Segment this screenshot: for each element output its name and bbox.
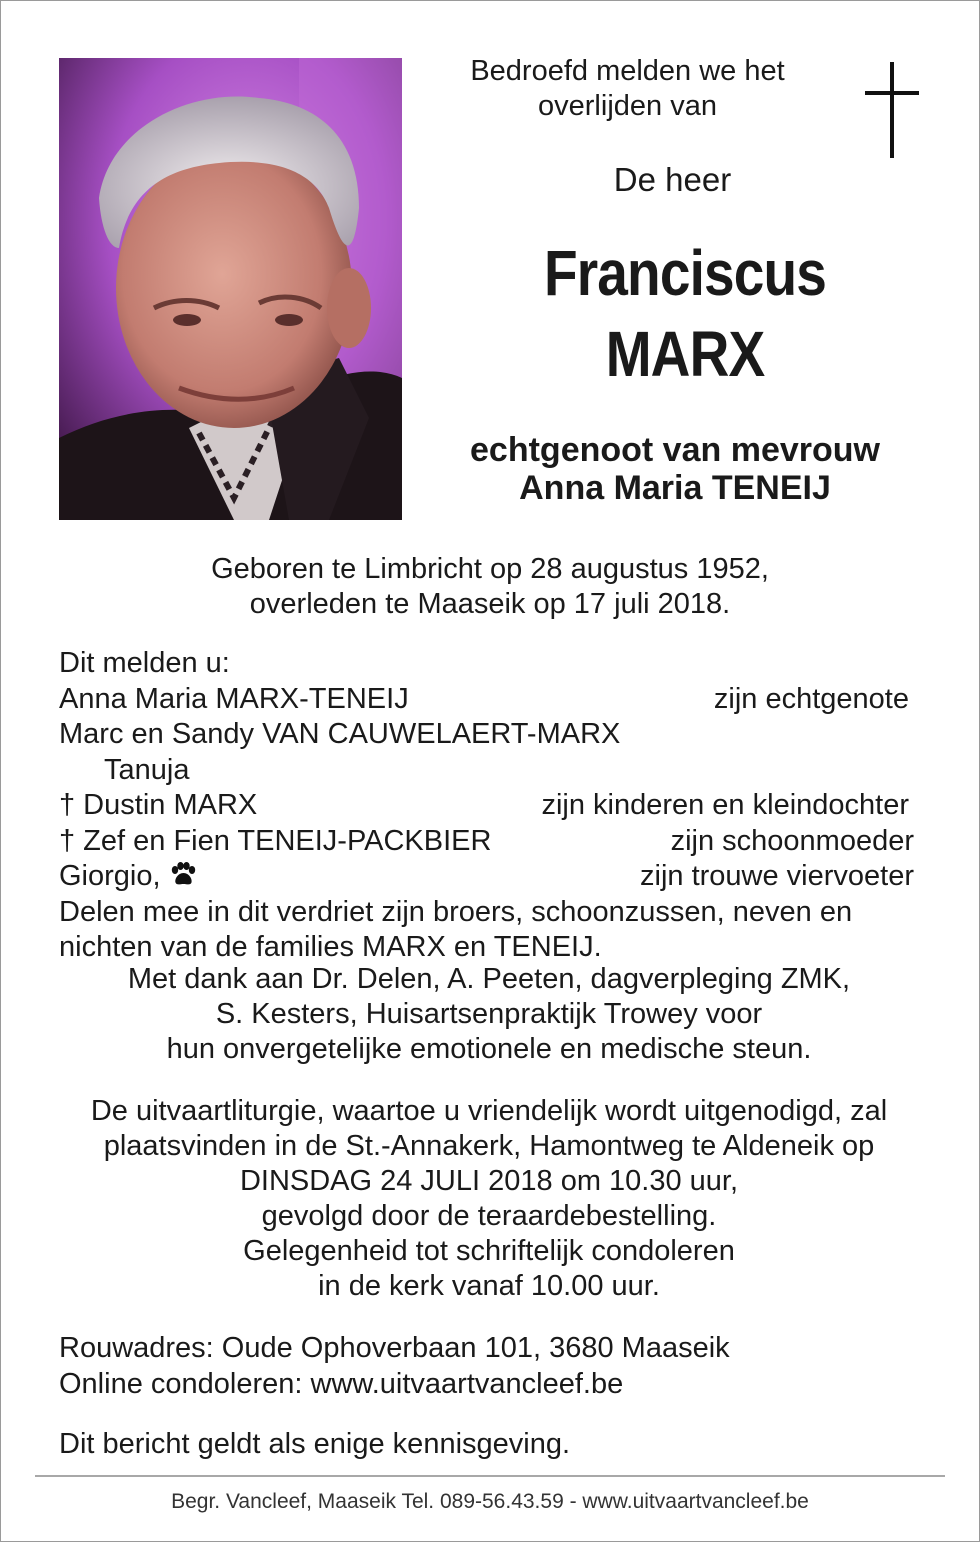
announcer-relation: zijn trouwe viervoeter xyxy=(640,860,914,892)
liturgy-line: gevolgd door de teraardebestelling. xyxy=(261,1200,717,1232)
announcer-name: Giorgio, xyxy=(59,860,161,892)
notice-text: Dit bericht geldt als enige kennisgeving. xyxy=(59,1428,571,1460)
spouse-info xyxy=(430,431,920,507)
list-item xyxy=(59,717,917,753)
last-name: MARX xyxy=(605,318,765,390)
announcers-heading: Dit melden u: xyxy=(59,647,230,679)
thanks-line: hun onvergetelijke emotionele en medische steun. xyxy=(166,1033,812,1065)
announcer-relation: zijn kinderen en kleindochter xyxy=(541,789,909,821)
thanks-paragraph xyxy=(59,962,919,1067)
spouse-name: Anna Maria TENEIJ xyxy=(519,469,831,507)
list-item xyxy=(59,682,917,718)
mourning-address: Rouwadres: Oude Ophoverbaan 101, 3680 Maaseik xyxy=(59,1332,730,1364)
liturgy-line: DINSDAG 24 JULI 2018 om 10.30 uur, xyxy=(239,1165,739,1197)
announcer-name: † Dustin MARX xyxy=(59,789,258,821)
contact-info xyxy=(59,1330,730,1402)
first-name: Franciscus xyxy=(543,237,827,309)
intro-line: Bedroefd melden we het xyxy=(470,55,785,87)
latin-cross-icon xyxy=(862,62,922,158)
divider xyxy=(35,1475,945,1477)
liturgy-line: plaatsvinden in de St.-Annakerk, Hamontweg te Aldeneik op xyxy=(103,1130,875,1162)
online-condolence: Online condoleren: www.uitvaartvancleef.be xyxy=(59,1368,624,1400)
list-item xyxy=(59,753,917,789)
announcer-name: Marc en Sandy VAN CAUWELAERT-MARX xyxy=(59,718,621,750)
announcer-name: † Zef en Fien TENEIJ-PACKBIER xyxy=(59,824,492,857)
announcer-name: Tanuja xyxy=(104,753,190,786)
family-line: Delen mee in dit verdriet zijn broers, schoonzussen, neven en xyxy=(59,895,853,928)
intro-line: overlijden van xyxy=(538,90,717,122)
list-item xyxy=(59,788,917,824)
list-item xyxy=(59,859,917,895)
liturgy-line: De uitvaartliturgie, waartoe u vriendelijk wordt uitgenodigd, zal xyxy=(90,1095,888,1127)
family-line: nichten van de families MARX en TENEIJ. xyxy=(59,931,602,963)
announcer-relation: zijn schoonmoeder xyxy=(670,824,914,857)
thanks-line: S. Kesters, Huisartsenpraktijk Trowey voor xyxy=(215,998,763,1030)
birth-death-info xyxy=(60,552,920,622)
liturgy-paragraph xyxy=(59,1094,919,1304)
announcer-name: Anna Maria MARX-TENEIJ xyxy=(59,682,409,715)
paw-print-icon xyxy=(169,862,197,898)
portrait-photo xyxy=(59,58,402,520)
thanks-line: Met dank aan Dr. Delen, A. Peeten, dagverpleging ZMK, xyxy=(127,963,851,995)
died-line: overleden te Maaseik op 17 juli 2018. xyxy=(249,588,731,620)
intro-text xyxy=(420,54,835,124)
announcer-relation: zijn echtgenote xyxy=(713,682,909,715)
footer-text: Begr. Vancleef, Maaseik Tel. 089-56.43.59 - www.uitvaartvancleef.be xyxy=(171,1490,809,1513)
liturgy-line: Gelegenheid tot schriftelijk condoleren xyxy=(243,1235,735,1267)
liturgy-line: in de kerk vanaf 10.00 uur. xyxy=(318,1270,660,1302)
announcers-list xyxy=(59,646,917,966)
spouse-line: echtgenoot van mevrouw xyxy=(470,431,880,469)
honorific: De heer xyxy=(613,161,732,198)
list-item xyxy=(59,824,917,860)
born-line: Geboren te Limbricht op 28 augustus 1952, xyxy=(211,553,769,585)
